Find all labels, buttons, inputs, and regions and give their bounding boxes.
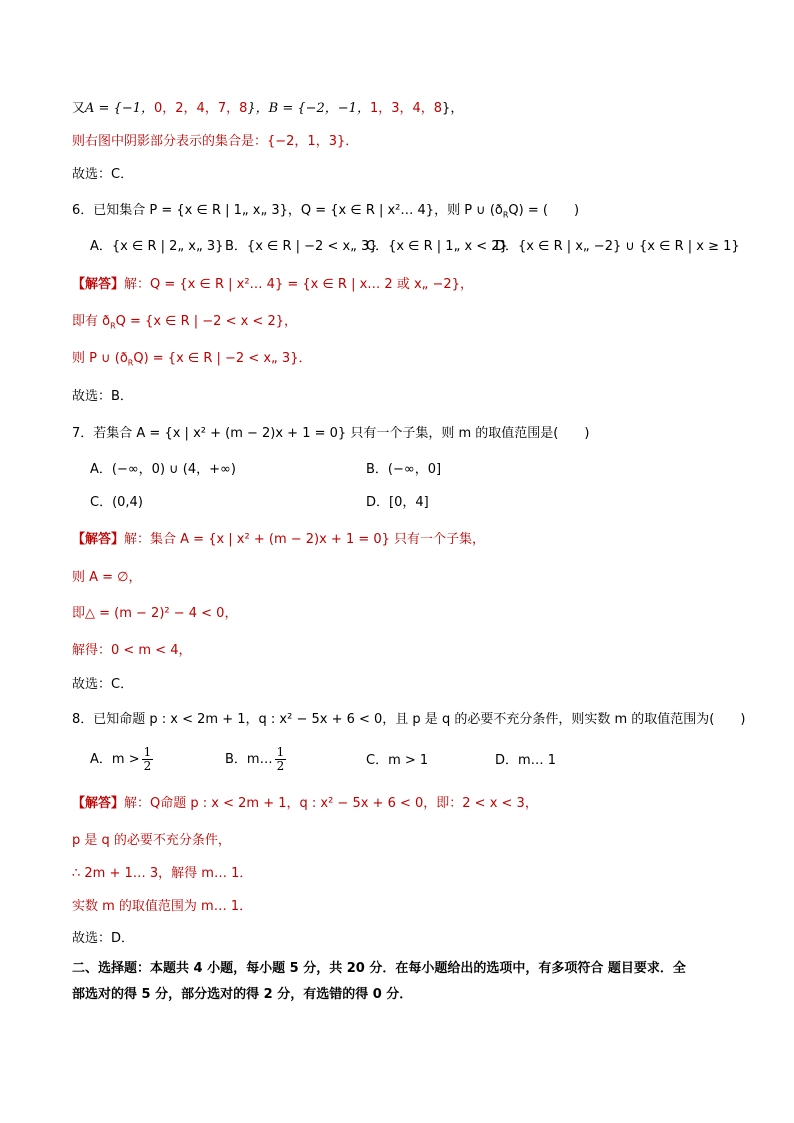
fraction-numerator: 1 <box>143 745 152 759</box>
q7-answer-text-1: 解：集合 A = {x | x² + (m − 2)x + 1 = 0} 只有一个子集， <box>124 532 486 547</box>
q6-option-c: C．{x ∈ R | 1„ x < 2} <box>366 239 508 254</box>
q6-answer-line-2 <box>72 313 297 336</box>
q6-choice: 故选：B． <box>72 389 133 404</box>
q6-answer-end-3: Q) = {x ∈ R | −2 < x„ 3}． <box>133 351 312 366</box>
q7-choice: 故选：C． <box>72 677 134 692</box>
q7-answer-line-3: 即△ = (m − 2)² − 4 < 0， <box>72 606 238 621</box>
answer-tag: 【解答】 <box>72 532 125 547</box>
fraction-denominator: 2 <box>276 759 285 773</box>
q7-option-d: D．[0，4] <box>366 495 429 510</box>
set-definition-line <box>72 100 463 118</box>
q6-answer-text-2: 即有 ð <box>72 314 111 329</box>
q7-option-b: B．(−∞，0] <box>366 462 442 477</box>
q8-option-b-text: B．m… <box>225 752 273 767</box>
q7-option-c: C．(0,4) <box>90 495 143 510</box>
q8-answer-line-1 <box>72 795 538 813</box>
q6-answer-end-2: Q = {x ∈ R | −2 < x < 2}， <box>115 314 297 329</box>
q7-answer-line-1 <box>72 531 485 549</box>
q6-answer-sub-3: R <box>127 358 134 368</box>
q8-option-b-fraction <box>275 746 287 773</box>
answer-tag: 【解答】 <box>72 277 125 292</box>
q6-stem-text: 6．已知集合 P = {x ∈ R | 1„ x„ 3}，Q = {x ∈ R | x²… 4}，则 P ∪ (ð <box>72 203 503 218</box>
q8-option-a-text: A．m > <box>90 752 140 767</box>
q8-answer-line-4: 实数 m 的取值范围为 m… 1． <box>72 899 253 914</box>
section-heading-line-1: 二、选择题：本题共 4 小题，每小题 5 分，共 20 分．在每小题给出的选项中，有多项符合 题目要求．全 <box>72 961 686 976</box>
q6-option-b: B．{x ∈ R | −2 < x„ 3} <box>225 239 378 254</box>
q6-stem-end: Q) = ( ) <box>508 203 580 218</box>
section-heading-line-2: 部选对的得 5 分，部分选对的得 2 分，有选错的得 0 分． <box>72 987 413 1002</box>
q6-stem <box>72 202 579 225</box>
q8-option-a <box>90 745 153 775</box>
q6-answer-text-3: 则 P ∪ (ð <box>72 351 128 366</box>
q8-option-c: C．m > 1 <box>366 753 429 768</box>
q8-option-a-fraction <box>142 746 154 773</box>
answer-choice-line: 故选：C． <box>72 167 134 182</box>
q6-answer-text-1: 解：Q = {x ∈ R | x²… 4} = {x ∈ R | x… 2 或 x„ −2}， <box>124 277 473 292</box>
q7-stem: 7．若集合 A = {x | x² + (m − 2)x + 1 = 0} 只有一个子集，则 m 的取值范围是( ) <box>72 426 590 441</box>
q8-answer-line-2: p 是 q 的必要不充分条件， <box>72 833 231 848</box>
set-b-close: }， <box>442 101 464 116</box>
set-a-open: A = {−1， <box>85 101 154 116</box>
fraction-numerator: 1 <box>276 745 285 759</box>
q7-option-a: A．(−∞，0) ∪ (4，+∞) <box>90 462 236 477</box>
set-a-elements: 0，2，4，7，8 <box>154 101 248 116</box>
q6-option-d: D．{x ∈ R | x„ −2} ∪ {x ∈ R | x ≥ 1} <box>495 239 740 254</box>
q6-answer-line-3 <box>72 350 311 373</box>
q8-option-b <box>225 745 286 775</box>
q6-stem-sub: R <box>502 210 509 220</box>
fraction-denominator: 2 <box>143 759 152 773</box>
q6-answer-sub-2: R <box>110 321 116 331</box>
shaded-set-line: 则右图中阴影部分表示的集合是：{−2，1，3}． <box>72 134 359 149</box>
q7-answer-line-2: 则 A = ∅， <box>72 570 142 585</box>
set-b-open: }，B = {−2，−1， <box>247 101 370 116</box>
q7-answer-line-4: 解得：0 < m < 4， <box>72 643 192 658</box>
prefix-text: 又 <box>72 101 86 116</box>
q8-answer-line-3: ∴ 2m + 1… 3，解得 m… 1． <box>72 866 253 881</box>
q6-answer-line-1 <box>72 276 473 294</box>
q8-stem: 8．已知命题 p : x < 2m + 1，q : x² − 5x + 6 < 0，且 p 是 q 的必要不充分条件，则实数 m 的取值范围为( ) <box>72 712 746 727</box>
q8-answer-text-1: 解：Q命题 p : x < 2m + 1，q : x² − 5x + 6 < 0，即：2 < x < 3， <box>124 796 538 811</box>
q6-option-a: A．{x ∈ R | 2„ x„ 3} <box>90 239 224 254</box>
set-b-elements: 1，3，4，8 <box>369 101 443 116</box>
q8-option-d: D．m… 1 <box>495 753 557 768</box>
answer-tag: 【解答】 <box>72 796 125 811</box>
q8-choice: 故选：D． <box>72 931 135 946</box>
